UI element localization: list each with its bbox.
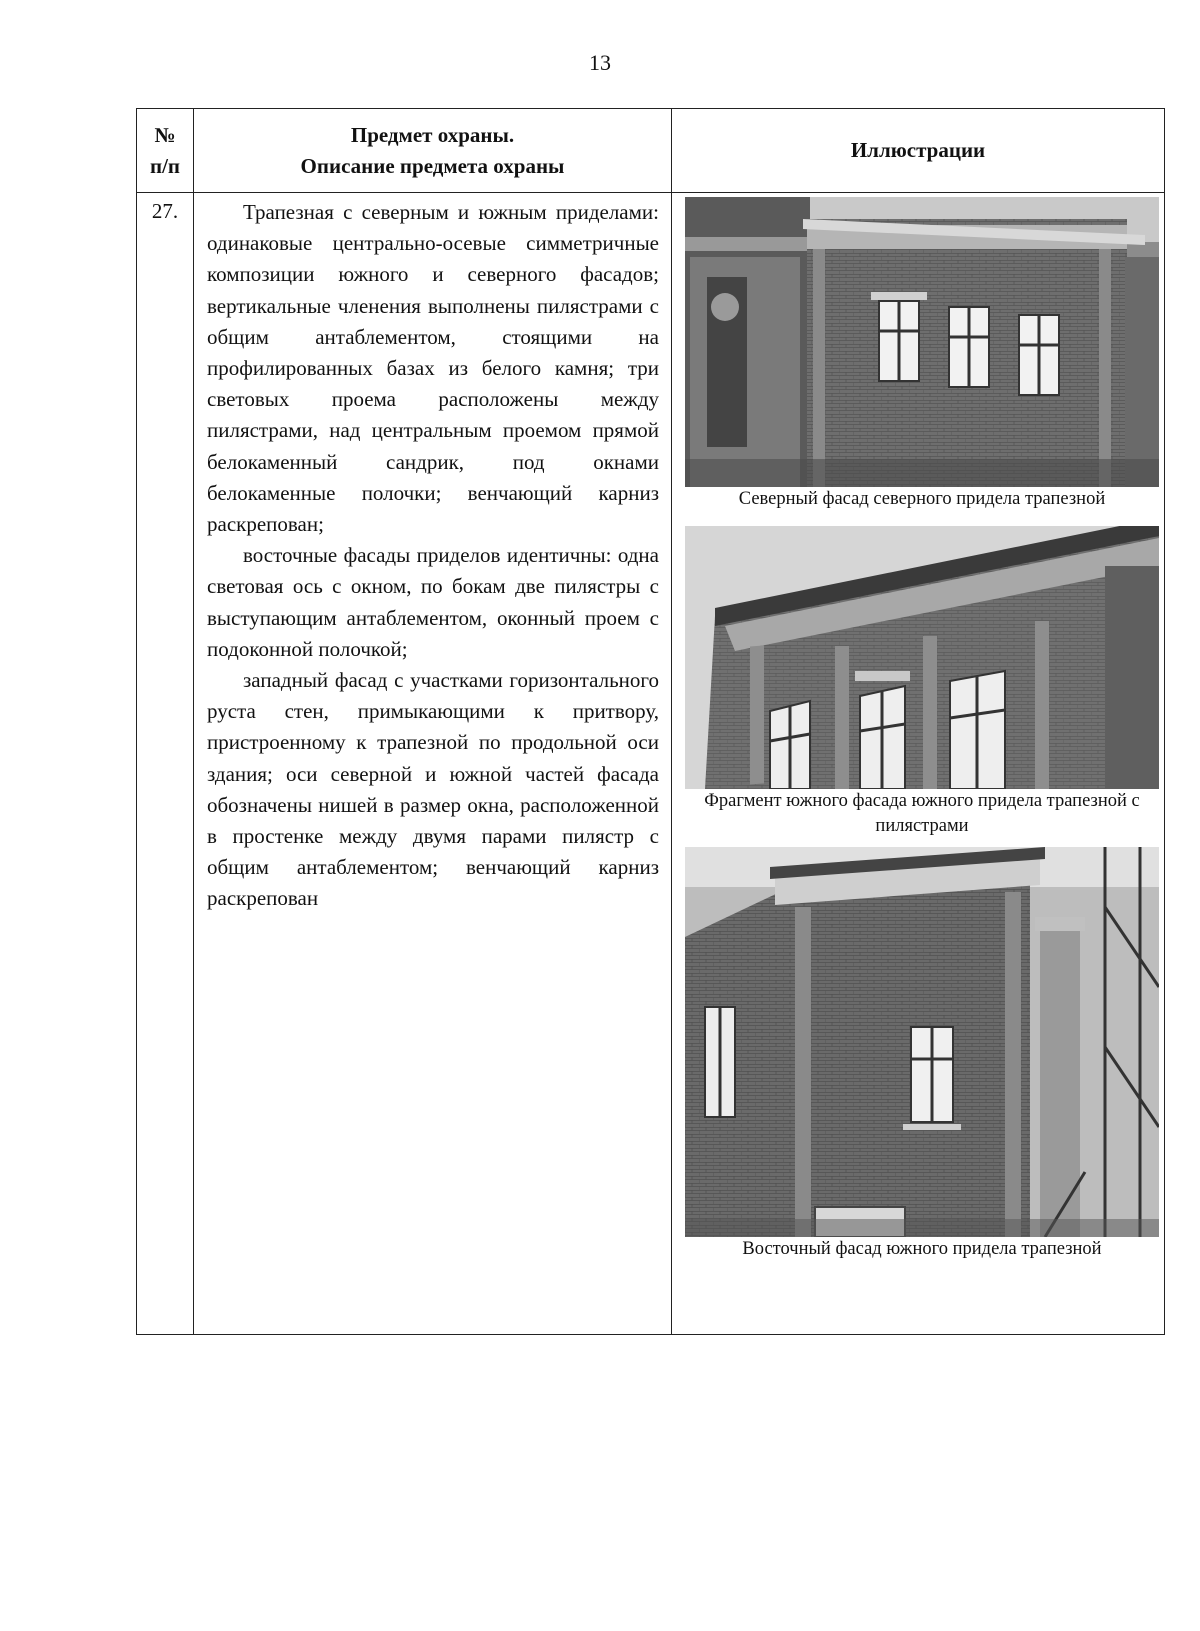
figure-3	[685, 847, 1159, 1262]
table-header-row	[137, 109, 1165, 193]
header-number-line-2: п/п	[149, 153, 181, 178]
description-paragraph-1: Трапезная с северным и южным приделами: одинаковые центрально-осевые симметричные композиции южного и северного фасадов; вертикальные членения выполнены пилястрами с общим антаблементом, стоящими на профилированных базах из белого камня; три световых проема расположены между пилястрами, над центральным проемом прямой белокаменный сандрик, под окнами белокаменные полочки; венчающий карниз раскрепован;	[207, 200, 659, 537]
header-illustrations: Иллюстрации	[672, 109, 1165, 193]
header-description	[194, 109, 672, 193]
east-facade-photo	[685, 847, 1159, 1237]
table-row	[137, 193, 1165, 1335]
figure-3-caption: Восточный фасад южного придела трапезной	[742, 1238, 1102, 1259]
row-illustrations	[672, 193, 1165, 1335]
figure-1-caption: Северный фасад северного придела трапезной	[738, 489, 1106, 509]
description-paragraph-3: западный фасад с участками горизонтального руста стен, примыкающими к притвору, пристроенному к трапезной по продольной оси здания; оси северной и южной частей фасада обозначены нишей в размер окна, расположенной в простенке между двумя парами пилястр с общим антаблементом; венчающий карниз раскрепован	[207, 668, 659, 911]
north-facade-photo	[685, 197, 1159, 487]
header-number	[137, 109, 194, 193]
figure-2	[685, 526, 1159, 839]
header-description-line-1: Предмет охраны.	[350, 123, 515, 148]
description-paragraph-2: восточные фасады приделов идентичны: одна световая ось с окном, по бокам две пилястры с выступающим антаблементом, оконный проем с подоконной полочкой;	[207, 543, 659, 661]
header-number-line-1: №	[154, 123, 176, 148]
south-facade-fragment-photo	[685, 526, 1159, 789]
figure-1	[685, 197, 1159, 512]
page-number: 13	[589, 50, 611, 75]
protection-table	[136, 108, 1165, 1335]
row-number: 27.	[137, 193, 194, 1335]
header-description-line-2: Описание предмета охраны	[300, 153, 565, 178]
row-description	[194, 193, 672, 1335]
figure-2-caption: Фрагмент южного фасада южного придела трапезной с пилястрами	[704, 790, 1140, 836]
